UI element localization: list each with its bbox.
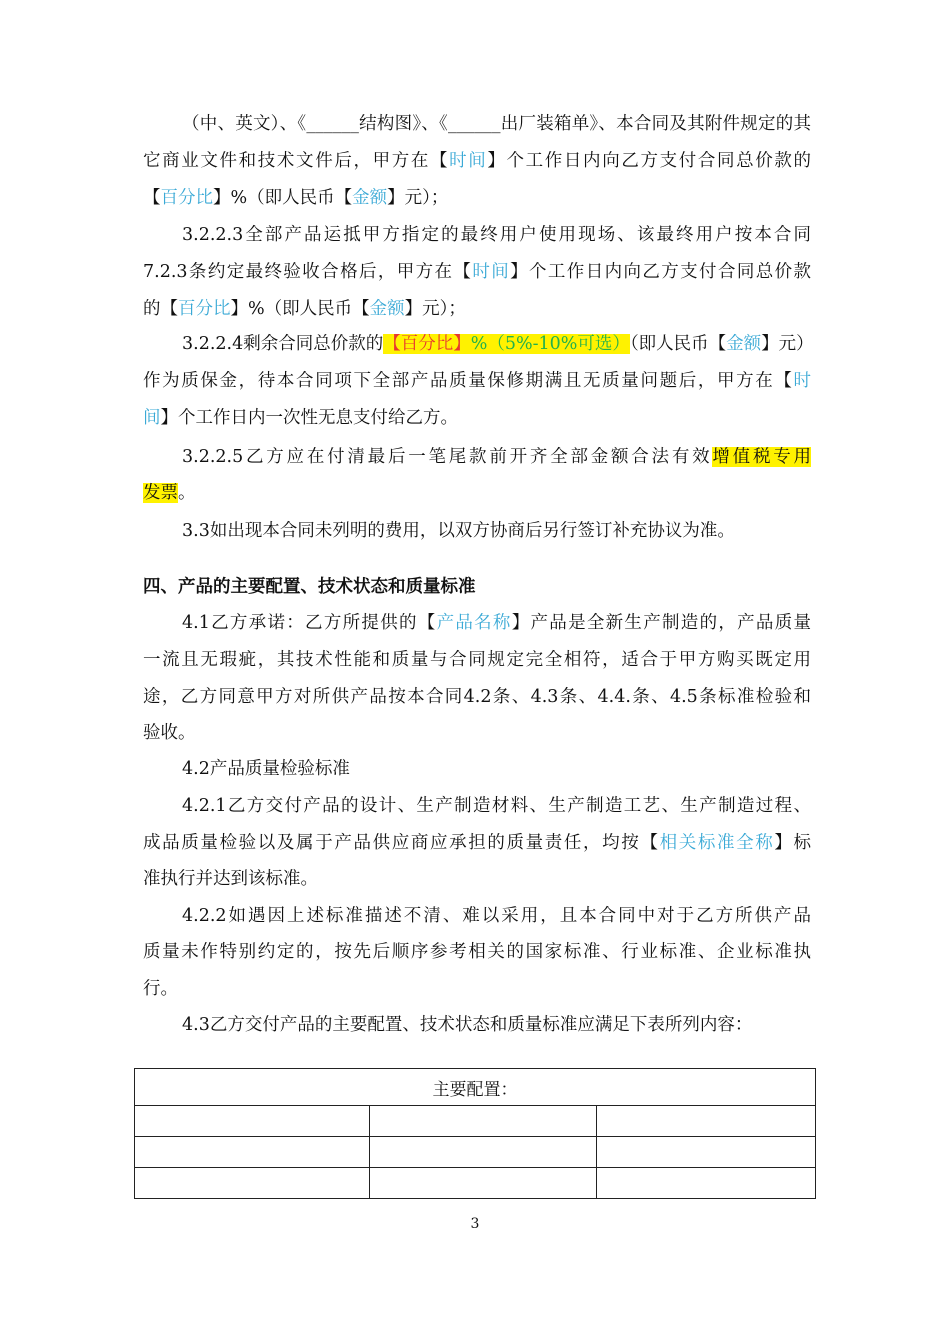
paragraph-line bbox=[143, 261, 811, 283]
config-table-header: 主要配置： bbox=[135, 1069, 816, 1106]
paragraph-line bbox=[182, 113, 811, 135]
highlighted-text: 增值税专用 bbox=[712, 447, 811, 467]
paragraph-line bbox=[143, 832, 811, 854]
text-run: 【 bbox=[143, 188, 161, 208]
table-cell bbox=[597, 1168, 816, 1199]
config-table-header-row bbox=[135, 1069, 816, 1106]
text-run: 个工作日内向乙方支付合同总价款的 bbox=[506, 151, 812, 171]
text-run: 】元）； bbox=[387, 188, 449, 208]
table-cell bbox=[370, 1168, 597, 1199]
text-run: 3.2.2.4剩余合同总价款的 bbox=[182, 334, 384, 354]
table-row bbox=[135, 1137, 816, 1168]
text-run: 成品质量检验以及属于产品供应商应承担的质量责任，均按【 bbox=[143, 833, 660, 853]
text-run: 它商业文件和技术文件后，甲方在 bbox=[143, 151, 430, 171]
text-run: 】元） bbox=[761, 334, 814, 354]
table-cell bbox=[597, 1106, 816, 1137]
section-heading: 四、产品的主要配置、技术状态和质量标准 bbox=[143, 577, 476, 597]
table-cell bbox=[370, 1137, 597, 1168]
placeholder-field: 间 bbox=[143, 408, 161, 428]
table-cell bbox=[135, 1168, 370, 1199]
table-row bbox=[135, 1106, 816, 1137]
highlighted-text: 发票 bbox=[143, 483, 178, 503]
table-cell bbox=[370, 1106, 597, 1137]
text-run: 【 bbox=[429, 151, 450, 171]
text-run: 】%（即人民币【 bbox=[230, 299, 370, 319]
paragraph-line bbox=[143, 868, 811, 890]
text-run: （中、英文）、《______结构图》、《______出厂装箱单》、本合同及其附件规定的其 bbox=[182, 114, 811, 134]
placeholder-field: 百分比 bbox=[178, 299, 231, 319]
paragraph-line bbox=[182, 1014, 811, 1036]
paragraph-line bbox=[143, 941, 811, 963]
text-run: 行。 bbox=[143, 979, 178, 999]
placeholder-field: 时间 bbox=[449, 151, 488, 171]
paragraph-line bbox=[182, 520, 811, 542]
placeholder-field: 金额 bbox=[352, 188, 388, 208]
paragraph-line bbox=[143, 407, 811, 429]
paragraph-line bbox=[143, 649, 811, 671]
placeholder-field: 金额 bbox=[369, 299, 405, 319]
paragraph-line bbox=[143, 150, 811, 172]
highlighted-placeholder: 【百分比】 bbox=[383, 334, 471, 354]
text-run: 4.3乙方交付产品的主要配置、技术状态和质量标准应满足下表所列内容： bbox=[182, 1015, 753, 1035]
text-run: 】标 bbox=[774, 833, 812, 853]
text-run: 作为质保金，待本合同项下全部产品质量保修期满且无质量问题后，甲方在【 bbox=[143, 371, 794, 391]
page-number: 3 bbox=[470, 1216, 480, 1232]
text-run: 3.2.2.3全部产品运抵甲方指定的最终用户使用现场、该最终用户按本合同 bbox=[182, 225, 811, 245]
text-run: 】个工作日内向乙方支付合同总价款 bbox=[510, 262, 812, 282]
text-run: 3.2.2.5乙方应在付清最后一笔尾款前开齐全部金额合法有效 bbox=[182, 447, 713, 467]
placeholder-field: 百分比 bbox=[160, 188, 213, 208]
paragraph-line bbox=[143, 978, 811, 1000]
text-run: 】元）； bbox=[404, 299, 466, 319]
config-table bbox=[134, 1068, 816, 1199]
text-run: 】个工作日内一次性无息支付给乙方。 bbox=[160, 408, 458, 428]
table-cell bbox=[597, 1137, 816, 1168]
paragraph-line bbox=[182, 795, 811, 817]
paragraph-line bbox=[143, 686, 811, 708]
table-row bbox=[135, 1168, 816, 1199]
placeholder-field: 金额 bbox=[726, 334, 762, 354]
text-run: 一流且无瑕疵，其技术性能和质量与合同规定完全相符，适合于甲方购买既定用 bbox=[143, 650, 811, 670]
text-run: 】 bbox=[487, 151, 507, 171]
text-run: 验收。 bbox=[143, 723, 196, 743]
paragraph-line bbox=[143, 187, 811, 209]
text-run: 途，乙方同意甲方对所供产品按本合同4.2条、4.3条、4.4.条、4.5条标准检验和 bbox=[143, 687, 811, 707]
paragraph-line bbox=[182, 905, 811, 927]
text-run: 质量未作特别约定的，按先后顺序参考相关的国家标准、行业标准、企业标准执 bbox=[143, 942, 811, 962]
paragraph-line bbox=[182, 758, 811, 780]
paragraph-line bbox=[143, 482, 811, 504]
placeholder-field: 产品名称 bbox=[436, 613, 512, 633]
text-run: 4.2产品质量检验标准 bbox=[182, 759, 350, 779]
paragraph-line bbox=[182, 224, 811, 246]
paragraph-line bbox=[182, 612, 811, 634]
text-run: （即人民币【 bbox=[629, 334, 727, 354]
text-run: 】产品是全新生产制造的，产品质量 bbox=[511, 613, 812, 633]
text-run: 4.2.1乙方交付产品的设计、生产制造材料、生产制造工艺、生产制造过程、 bbox=[182, 796, 811, 816]
text-run: 3.3如出现本合同未列明的费用，以双方协商后另行签订补充协议为准。 bbox=[182, 521, 735, 541]
paragraph-line bbox=[182, 333, 814, 355]
text-run: 4.2.2如遇因上述标准描述不清、难以采用，且本合同中对于乙方所供产品 bbox=[182, 906, 811, 926]
paragraph-line bbox=[143, 370, 811, 392]
text-run: 7.2.3条约定最终验收合格后，甲方在【 bbox=[143, 262, 473, 282]
text-run: 准执行并达到该标准。 bbox=[143, 869, 318, 889]
text-run: 的【 bbox=[143, 299, 178, 319]
text-run: 。 bbox=[178, 483, 196, 503]
paragraph-line bbox=[143, 298, 811, 320]
placeholder-field: 时间 bbox=[472, 262, 511, 282]
placeholder-field: 相关标准全称 bbox=[659, 833, 775, 853]
placeholder-field: 时 bbox=[793, 371, 811, 391]
text-run: 4.1乙方承诺：乙方所提供的【 bbox=[182, 613, 437, 633]
paragraph-line bbox=[182, 446, 811, 468]
highlighted-option-note: %（5%-10%可选） bbox=[470, 334, 630, 354]
table-cell bbox=[135, 1137, 370, 1168]
table-cell bbox=[135, 1106, 370, 1137]
paragraph-line bbox=[143, 722, 811, 744]
text-run: 】%（即人民币【 bbox=[213, 188, 353, 208]
